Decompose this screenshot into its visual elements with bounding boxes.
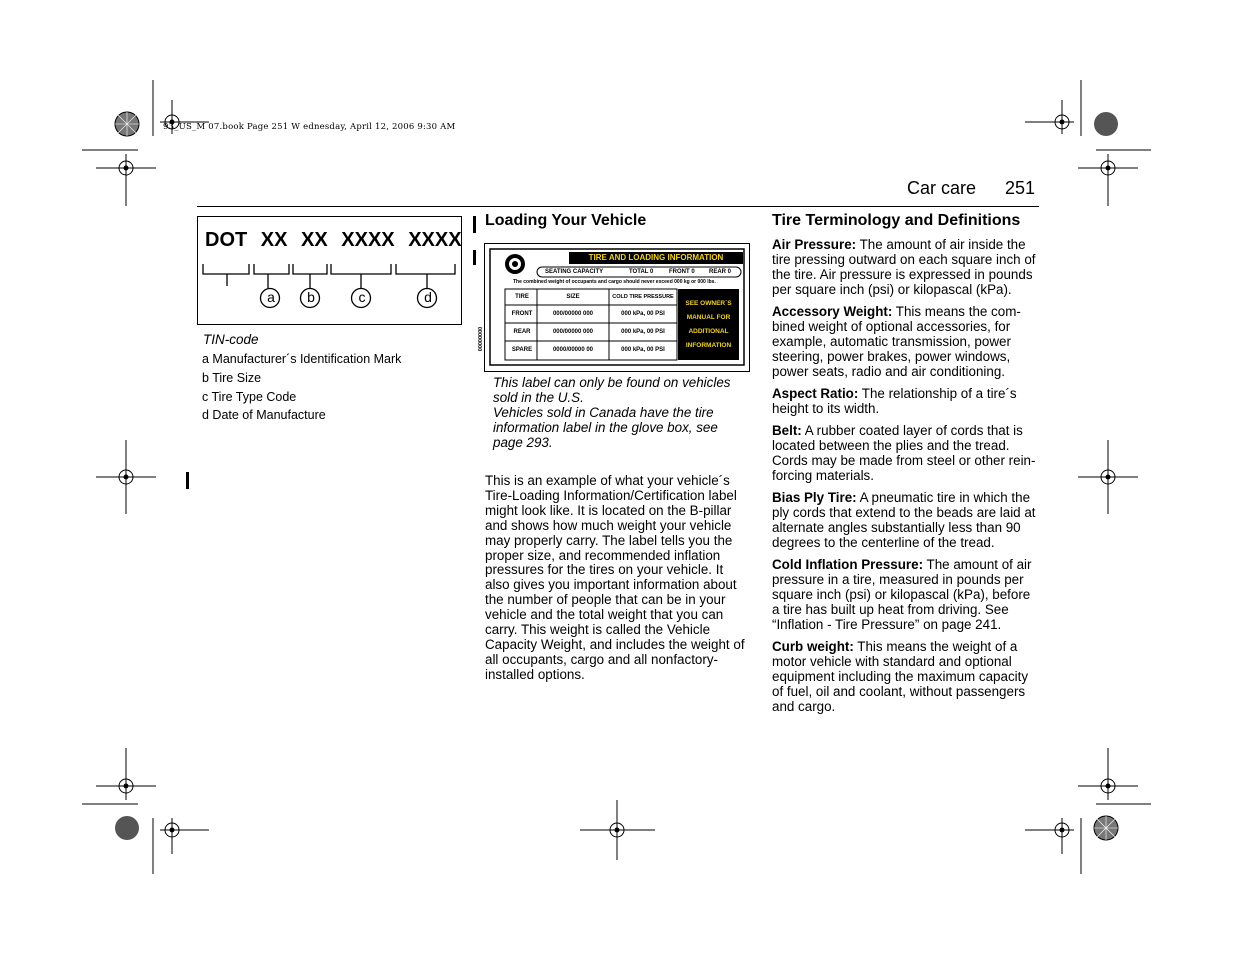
label-row-tire: SPARE — [511, 347, 533, 353]
definition-entry: Air Pressure: The amount of air inside the tire pressing outward on each square inch of the tire. Air pressure is expressed in pounds per square inch (psi) or kilopascal (kPa). — [772, 237, 1036, 297]
tin-item: a Manufacturer´s Identification Mark — [202, 352, 402, 366]
tin-code-text — [205, 229, 462, 252]
definition-entry: Cold Inflation Pressure: The amount of air pressure in a tire, measured in pounds per square inch (psi) or kilopascal (kPa), before a tire has built up heat from driving. See “Inflation - Tire Pressure” on page 241. — [772, 557, 1032, 632]
marker-c: c — [358, 289, 366, 305]
tin-item: b Tire Size — [202, 371, 262, 385]
loading-body: This is an example of what your vehicle´s Tire-Loading Information/Certification label might look like. It is located on the B-pillar and shows how much weight your vehicle may properly carry. The label tells you the proper size, and recommended inflation pressures for the tires on your vehicle. It also gives you important information about the number of people that can be in your vehicle and the total weight that you can carry. This weight is called the Vehicle Capacity Weight, and includes the weight of all occupants, cargo and all nonfactory- installed options. — [485, 473, 745, 682]
definition-term: Accessory Weight: — [772, 304, 893, 319]
definition-entry: Belt: A rubber coated layer of cords that is located between the plies and the tread. Cords may be made from steel or other rein- forcing materials. — [772, 423, 1036, 483]
definition-entry: Curb weight: This means the weight of a motor vehicle with standard and optional equipment including the maximum capacity of fuel, oil and coolant, without passengers and cargo. — [772, 639, 1029, 714]
terminology-heading: Tire Terminology and Definitions — [772, 212, 1021, 229]
label-row-size: 000/00000 000 — [552, 329, 594, 335]
label-caption: This label can only be found on vehicles sold in the U.S. Vehicles sold in Canada have the tire information label in the glove box, see page 293. — [493, 375, 731, 450]
label-col-pressure: COLD TIRE PRESSURE — [612, 294, 674, 300]
definition-term: Aspect Ratio: — [772, 386, 859, 401]
label-col-size: SIZE — [566, 294, 580, 300]
definition-term: Cold Inflation Pressure: — [772, 557, 924, 572]
section-title: Car care — [907, 178, 977, 198]
label-row-pressure: 000 kPa, 00 PSI — [621, 347, 665, 353]
tin-field: XXXX — [408, 229, 462, 251]
marker-a: a — [267, 289, 275, 305]
label-notice: The combined weight of occupants and cargo should never exceed 000 kg or 000 lbs. — [513, 279, 716, 285]
definition-term: Belt: — [772, 423, 802, 438]
label-total: TOTAL 0 — [629, 269, 654, 275]
definition-term: Curb weight: — [772, 639, 854, 654]
label-row-size: 000/00000 000 — [552, 311, 594, 317]
tin-caption: TIN-code — [203, 332, 259, 347]
marker-d: d — [424, 289, 432, 305]
marker-b: b — [307, 289, 315, 305]
definition-entry: Bias Ply Tire: A pneumatic tire in which the ply cords that extend to the beads are laid at alternate angles substantially less than 90 degrees to the centerline of the tread. — [772, 490, 1036, 550]
definition-term: Bias Ply Tire: — [772, 490, 857, 505]
tin-dot: DOT — [205, 229, 248, 251]
definition-entry: Aspect Ratio: The relationship of a tire´s height to its width. — [772, 386, 1017, 416]
change-bar — [473, 216, 476, 233]
label-title: TIRE AND LOADING INFORMATION — [588, 253, 724, 262]
label-see-owner: SEE OWNER´S MANUAL FOR ADDITIONAL INFORMATION — [685, 300, 732, 349]
change-bar — [473, 250, 476, 265]
loading-heading: Loading Your Vehicle — [485, 212, 647, 229]
label-row-pressure: 000 kPa, 00 PSI — [621, 311, 665, 317]
label-col-tire: TIRE — [515, 294, 529, 300]
label-front: FRONT 0 — [669, 269, 695, 275]
page-number: 251 — [1005, 178, 1036, 198]
book-file-meta: 93_US_M 07.book Page 251 W ednesday, April 12, 2006 9:30 AM — [163, 122, 456, 132]
tire-loading-label — [478, 243, 750, 372]
tin-field: XX — [260, 229, 288, 251]
tin-item: c Tire Type Code — [202, 390, 297, 404]
label-rear: REAR 0 — [709, 269, 732, 275]
header-rule — [197, 206, 1039, 207]
label-row-tire: FRONT — [511, 311, 533, 317]
label-row-size: 0000/00000 00 — [552, 347, 594, 353]
definition-term: Air Pressure: — [772, 237, 857, 252]
label-side-code: 00000000 — [478, 326, 485, 352]
definition-entry: Accessory Weight: This means the com- bined weight of optional accessories, for example, automatic transmission, power steering, power brakes, power windows, power seats, radio and air conditioning. — [772, 304, 1021, 379]
tin-field: XXXX — [341, 229, 395, 251]
tin-item: d Date of Manufacture — [202, 408, 326, 422]
label-seating: SEATING CAPACITY — [545, 269, 604, 275]
change-bar — [186, 472, 189, 489]
label-row-pressure: 000 kPa, 00 PSI — [621, 329, 665, 335]
tin-field: XX — [301, 229, 328, 251]
label-row-tire: REAR — [513, 329, 531, 335]
